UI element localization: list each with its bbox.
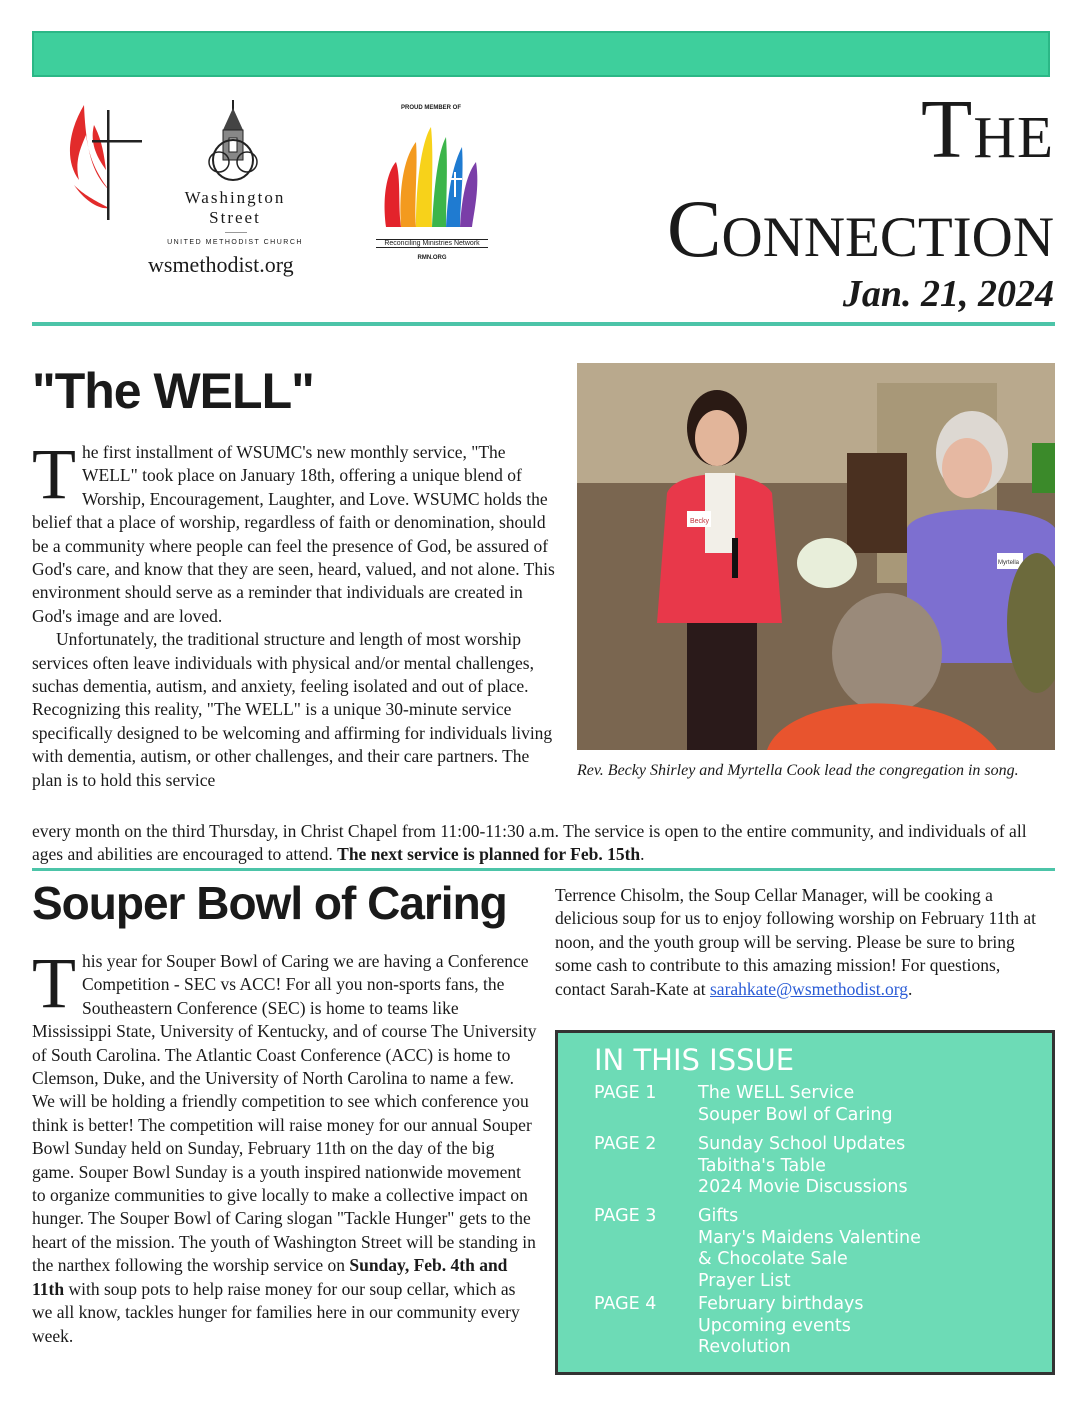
issue-page-label: PAGE 1 xyxy=(594,1083,657,1103)
well-dropcap: T xyxy=(32,434,76,514)
souper-paragraph-1: his year for Souper Bowl of Caring we are having a Conference Competition - SEC vs ACC! For all you non-sports fans, the Southeastern Conference (SEC) is home to teams like Mississippi State, University of Kentucky, and of course The University of South Carolina. The Atlantic Coast Conference (ACC) is home to Clemson, Duke, and the University of North Carolina to name a few. We will be holding a friendly competition to see which conference you think is better! The competition will raise money for our annual Souper Bowl Sunday held on Sunday, February 11th on the day of the big game. Souper Bowl Sunday is a youth inspired nationwide movement to organize communities to give locally to make a collective impact on hunger. The Souper Bowl of Caring slogan "Tackle Hunger" gets to the heart of the mission. The youth of Washington Street will be standing in the narthex following the worship service on xyxy=(32,951,537,1276)
issue-item: Mary's Maidens Valentine xyxy=(698,1227,921,1248)
well-article-continued xyxy=(32,820,1062,867)
issue-item: Sunday School Updates xyxy=(698,1134,906,1154)
souper-right-column xyxy=(555,884,1045,1001)
photo-name-tag-1: Becky xyxy=(690,518,710,525)
well-paragraph-2-continued: every month on the third Thursday, in Christ Chapel from 11:00-11:30 a.m. The service is open to the entire community, and individuals of all ages and abilities are encouraged to attend. xyxy=(32,821,1027,865)
masthead-title-line2: Connection xyxy=(666,183,1054,274)
souper-paragraph-1-end: with soup pots to help raise money for our soup cellar, which as we all know, tackles hunger for families here in our community every week. xyxy=(32,1278,520,1346)
well-service-photo xyxy=(577,363,1055,750)
rainbow-flame-icon xyxy=(376,117,486,237)
umc-cross-flame-logo xyxy=(64,100,144,220)
in-this-issue-box xyxy=(555,1030,1055,1375)
church-name-line1: Washington xyxy=(184,188,286,207)
well-headline: "The WELL" xyxy=(32,363,314,419)
issue-page-label: PAGE 2 xyxy=(594,1134,657,1154)
issue-item: Revolution xyxy=(698,1337,791,1357)
photo-name-tag-2: Myrtella xyxy=(998,560,1020,566)
issue-items xyxy=(698,1294,988,1359)
issue-date: Jan. 21, 2024 xyxy=(842,273,1054,315)
issue-item: The WELL Service xyxy=(698,1083,855,1103)
well-paragraph-end: . xyxy=(640,844,645,865)
souper-dropcap: T xyxy=(32,943,76,1023)
issue-item: 2024 Movie Discussions xyxy=(698,1177,908,1197)
rmn-top-text: PROUD MEMBER OF xyxy=(401,105,461,111)
church-subtitle: UNITED METHODIST CHURCH xyxy=(167,239,303,246)
photo-illustration xyxy=(577,363,1055,750)
logo-area xyxy=(60,100,320,290)
masthead-title-line1: The xyxy=(921,83,1054,176)
well-paragraph-2: Unfortunately, the traditional structure and length of most worship services often leave individuals with physical and/or mental challenges, suchas dementia, autism, and anxiety, feeling isolated and out of place. Recognizing this reality, "The WELL" is a unique 30-minute service specifically designed to be welcoming and affirming for individuals living with dementia, autism, or other challenges, and their care partners. The plan is to hold this service xyxy=(32,629,553,790)
souper-right-end: . xyxy=(908,978,913,999)
top-color-bar xyxy=(32,31,1050,77)
issue-item: & Chocolate Sale xyxy=(698,1249,848,1269)
issue-item: Tabitha's Table xyxy=(698,1155,826,1176)
contact-email-link[interactable]: sarahkate@wsmethodist.org xyxy=(710,978,909,999)
issue-item: Souper Bowl of Caring xyxy=(698,1104,893,1125)
well-article-body xyxy=(32,434,560,792)
issue-items xyxy=(698,1134,988,1199)
souper-right-text: Terrence Chisolm, the Soup Cellar Manager, will be cooking a delicious soup for us to enjoy following worship on February 11th at noon, and the youth group will be serving. Please be sure to bring some cash to contribute to this amazing mission! For questions, contact Sarah-Kate at xyxy=(555,885,1037,999)
rmn-logo xyxy=(376,105,488,265)
in-this-issue-title: IN THIS ISSUE xyxy=(594,1043,795,1077)
issue-item: Upcoming events xyxy=(698,1315,851,1336)
issue-items xyxy=(698,1206,988,1292)
issue-items xyxy=(698,1083,988,1126)
souper-article-body xyxy=(32,943,538,1348)
issue-item: February birthdays xyxy=(698,1294,864,1314)
well-paragraph-1: he first installment of WSUMC's new monthly service, "The WELL" took place on January 18th, offering a unique blend of Worship, Encouragement, Laughter, and Love. WSUMC holds the belief that a place of worship, regardless of faith or denomination, should be a community where people can feel the presence of God, be assured of God's care, and know that they are seen, heard, valued, and not alone. This environment should serve as a reminder that individuals are created in God's image and are loved. xyxy=(32,442,555,626)
issue-item: Prayer List xyxy=(698,1270,791,1291)
souper-headline: Souper Bowl of Caring xyxy=(32,877,507,929)
masthead-divider xyxy=(32,322,1055,326)
rmn-name-text: Reconciling Ministries Network xyxy=(376,239,488,248)
section-divider xyxy=(32,868,1055,871)
steeple-logo xyxy=(203,100,263,190)
church-name-line2: Street xyxy=(209,208,261,227)
church-divider xyxy=(225,232,247,233)
church-name xyxy=(150,188,320,228)
photo-caption: Rev. Becky Shirley and Myrtella Cook lead the congregation in song. xyxy=(577,762,1019,779)
issue-page-label: PAGE 3 xyxy=(594,1206,657,1226)
website-text[interactable]: wsmethodist.org xyxy=(148,252,294,277)
rmn-url-text: RMN.ORG xyxy=(417,255,447,261)
issue-page-label: PAGE 4 xyxy=(594,1294,657,1314)
issue-item: Gifts xyxy=(698,1206,739,1226)
well-next-service: The next service is planned for Feb. 15th xyxy=(337,844,641,865)
souper-dates: Sunday, Feb. 4th and 11th xyxy=(32,1255,508,1299)
